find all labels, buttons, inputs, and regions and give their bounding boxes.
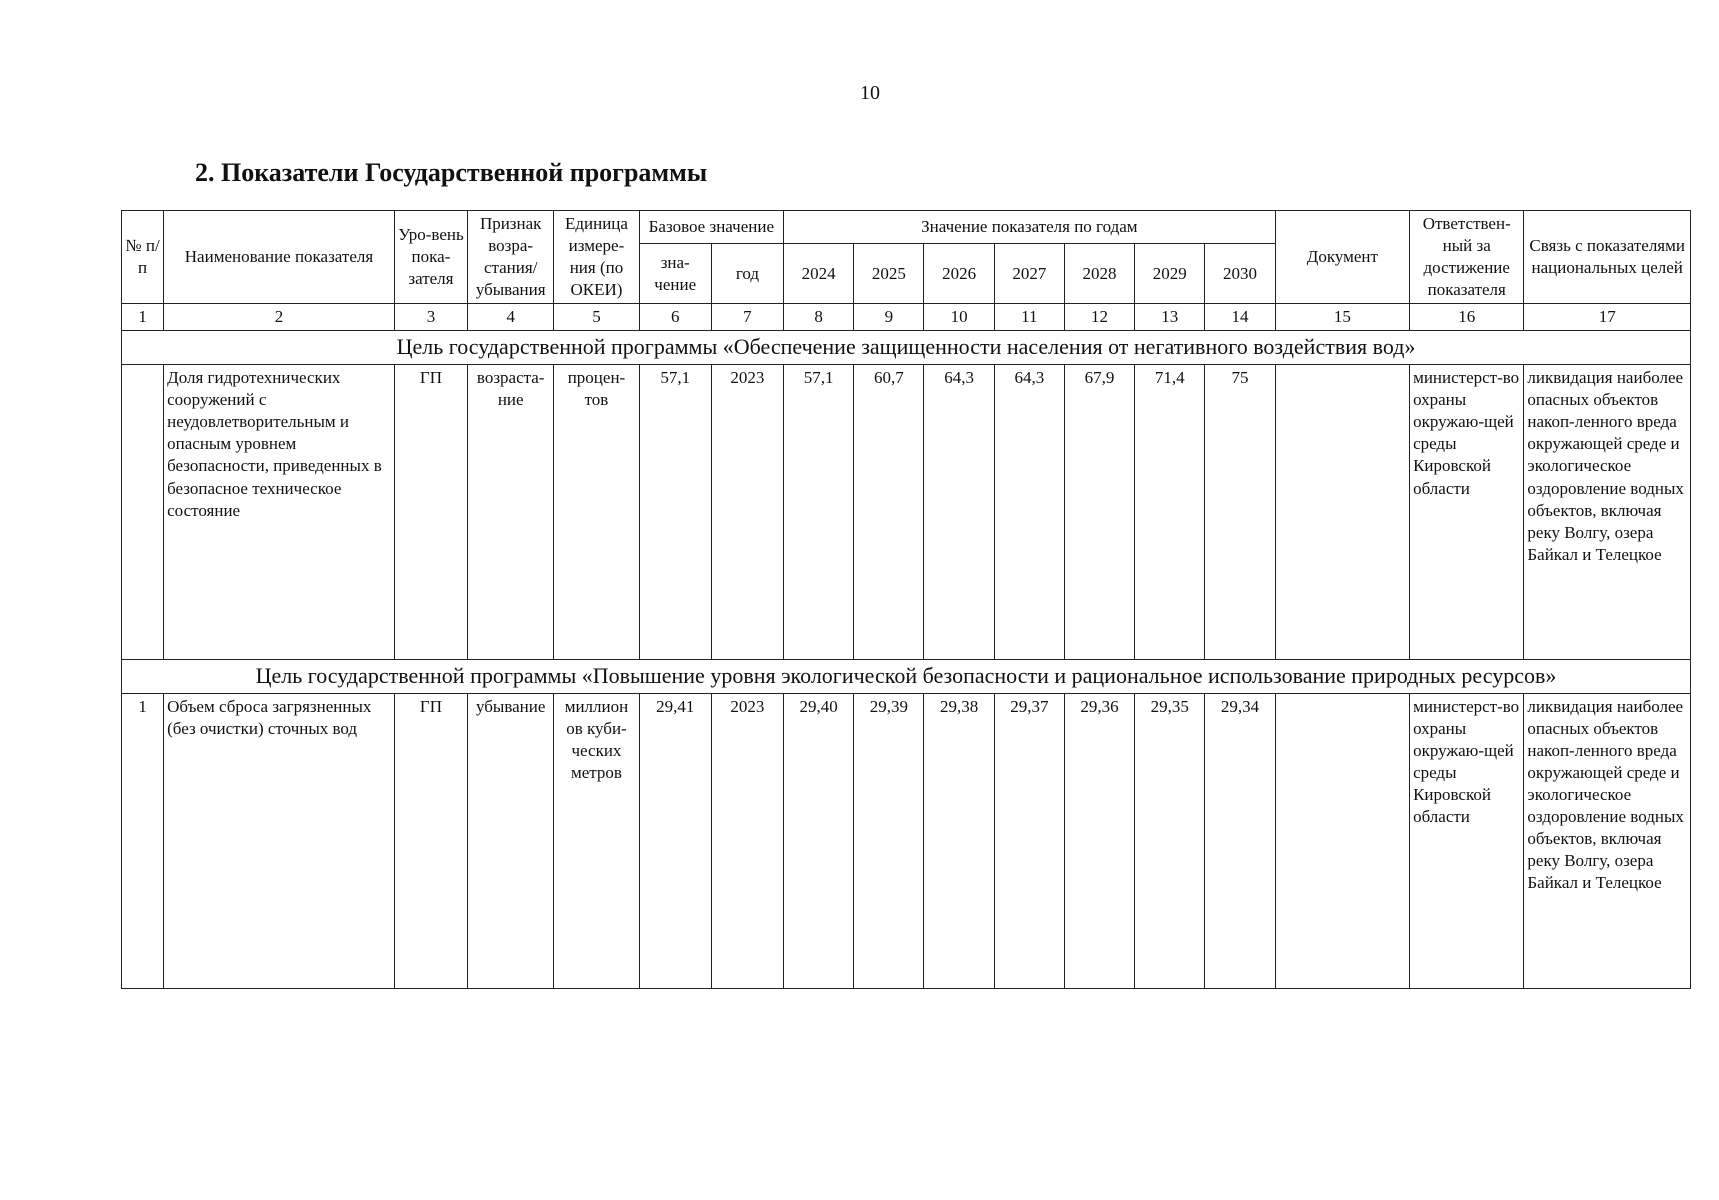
header-year: 2027 (994, 244, 1064, 304)
header-base: Базовое значение (639, 211, 783, 244)
column-number: 1 (122, 304, 164, 331)
row-link: ликвидация наиболее опасных объектов накоп-ленного вреда окружающей среде и экологическое оздоровление водных объектов, включая реку Волгу, озера Байкал и Телецкое (1524, 693, 1691, 988)
column-number: 14 (1205, 304, 1275, 331)
row-year-value: 60,7 (854, 365, 924, 660)
header-year: 2025 (854, 244, 924, 304)
column-number: 5 (554, 304, 639, 331)
row-name: Объем сброса загрязненных (без очистки) сточных вод (164, 693, 395, 988)
row-link: ликвидация наиболее опасных объектов накоп-ленного вреда окружающей среде и экологическое оздоровление водных объектов, включая реку Волгу, озера Байкал и Телецкое (1524, 365, 1691, 660)
column-number: 16 (1410, 304, 1524, 331)
row-year-value: 64,3 (924, 365, 994, 660)
row-document (1275, 693, 1409, 988)
column-number: 13 (1135, 304, 1205, 331)
header-year: 2026 (924, 244, 994, 304)
header-year: 2029 (1135, 244, 1205, 304)
header-year: 2028 (1064, 244, 1134, 304)
table-row (122, 365, 1691, 660)
row-year-value: 75 (1205, 365, 1275, 660)
header-unit: Единица измере-ния (по ОКЕИ) (554, 211, 639, 304)
row-num (122, 365, 164, 660)
row-year-value: 71,4 (1135, 365, 1205, 660)
row-year-value: 29,40 (784, 693, 854, 988)
column-number: 12 (1064, 304, 1134, 331)
row-level: ГП (394, 365, 467, 660)
row-year-value: 29,38 (924, 693, 994, 988)
row-level: ГП (394, 693, 467, 988)
header-base-year: год (711, 244, 783, 304)
column-number: 2 (164, 304, 395, 331)
row-num: 1 (122, 693, 164, 988)
column-number: 4 (468, 304, 554, 331)
header-sign: Признак возра-стания/ убывания (468, 211, 554, 304)
column-number: 15 (1275, 304, 1409, 331)
row-year-value: 29,36 (1064, 693, 1134, 988)
goal-title: Цель государственной программы «Повышение уровня экологической безопасности и рациональное использование природных ресурсов» (122, 660, 1691, 694)
column-number: 17 (1524, 304, 1691, 331)
row-document (1275, 365, 1409, 660)
row-base-year: 2023 (711, 365, 783, 660)
row-year-value: 67,9 (1064, 365, 1134, 660)
goal-title: Цель государственной программы «Обеспечение защищенности населения от негативного воздействия вод» (122, 331, 1691, 365)
column-number: 11 (994, 304, 1064, 331)
table-header (122, 211, 1691, 304)
header-level: Уро-вень пока-зателя (394, 211, 467, 304)
header-by-years: Значение показателя по годам (784, 211, 1276, 244)
row-name: Доля гидротехнических сооружений с неудовлетворительным и опасным уровнем безопасности, приведенных в безопасное техническое состояние (164, 365, 395, 660)
row-responsible: министерст-во охраны окружаю-щей среды Кировской области (1410, 693, 1524, 988)
row-base-value: 57,1 (639, 365, 711, 660)
column-number: 6 (639, 304, 711, 331)
column-number: 9 (854, 304, 924, 331)
row-unit: процен-тов (554, 365, 639, 660)
header-name: Наименование показателя (164, 211, 395, 304)
column-number-row (122, 304, 1691, 331)
row-year-value: 57,1 (784, 365, 854, 660)
goal-row (122, 331, 1691, 365)
header-responsible: Ответствен-ный за достижение показателя (1410, 211, 1524, 304)
row-year-value: 29,34 (1205, 693, 1275, 988)
row-base-value: 29,41 (639, 693, 711, 988)
header-num: № п/п (122, 211, 164, 304)
page-number: 10 (860, 82, 880, 104)
column-number: 7 (711, 304, 783, 331)
row-responsible: министерст-во охраны окружаю-щей среды Кировской области (1410, 365, 1524, 660)
header-base-value: зна-чение (639, 244, 711, 304)
goal-row (122, 660, 1691, 694)
row-sign: убывание (468, 693, 554, 988)
row-year-value: 64,3 (994, 365, 1064, 660)
column-number: 10 (924, 304, 994, 331)
header-link: Связь с показателями национальных целей (1524, 211, 1691, 304)
row-base-year: 2023 (711, 693, 783, 988)
row-year-value: 29,35 (1135, 693, 1205, 988)
row-year-value: 29,39 (854, 693, 924, 988)
row-year-value: 29,37 (994, 693, 1064, 988)
indicators-table (121, 210, 1691, 989)
header-year: 2024 (784, 244, 854, 304)
table-row (122, 693, 1691, 988)
row-sign: возраста-ние (468, 365, 554, 660)
page-title: 2. Показатели Государственной программы (195, 158, 708, 187)
header-year: 2030 (1205, 244, 1275, 304)
row-unit: миллион ов куби-ческих метров (554, 693, 639, 988)
header-document: Документ (1275, 211, 1409, 304)
column-number: 8 (784, 304, 854, 331)
column-number: 3 (394, 304, 467, 331)
